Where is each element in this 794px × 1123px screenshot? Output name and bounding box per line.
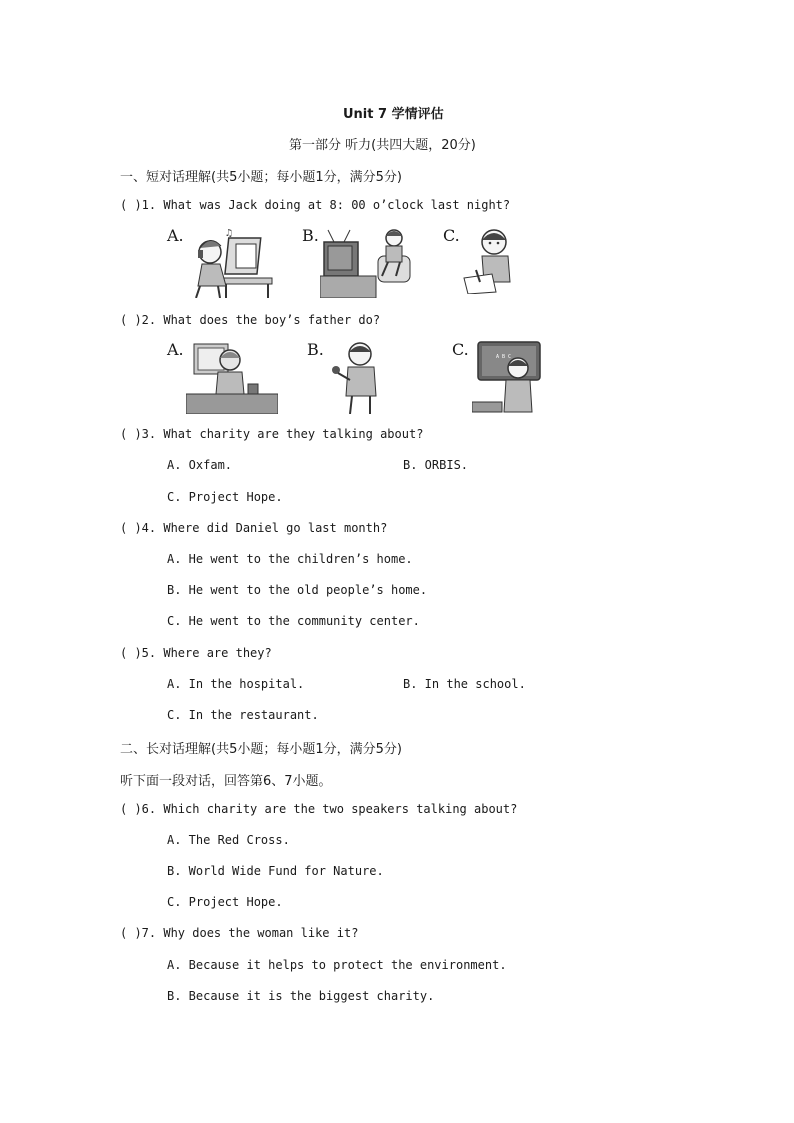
- question-5-stem: ( )5. Where are they?: [120, 646, 272, 660]
- q7-option-b: B. Because it is the biggest charity.: [167, 989, 435, 1003]
- q1-option-b-label: B.: [302, 226, 319, 245]
- boy-writing-icon: [462, 226, 514, 294]
- q3-option-c: C. Project Hope.: [167, 490, 283, 504]
- q2-option-b-label: B.: [307, 340, 324, 359]
- q5-option-b: B. In the school.: [403, 677, 526, 691]
- question-4-stem: ( )4. Where did Daniel go last month?: [120, 521, 388, 535]
- part-heading: 第一部分 听力(共四大题，20分): [289, 138, 476, 153]
- q5-option-a: A. In the hospital.: [167, 677, 305, 691]
- section-2-heading: 二、长对话理解(共5小题；每小题1分，满分5分): [120, 742, 402, 757]
- q6-option-b: B. World Wide Fund for Nature.: [167, 864, 384, 878]
- q1-option-a-label: A.: [167, 226, 184, 245]
- reporter-microphone-icon: [330, 340, 378, 414]
- boy-watching-tv-icon: [320, 226, 412, 298]
- office-worker-icon: [186, 340, 278, 414]
- svg-text:A B C: A B C: [496, 354, 512, 360]
- question-1-stem: ( )1. What was Jack doing at 8: 00 o’clock last night?: [120, 198, 511, 212]
- question-6-stem: ( )6. Which charity are the two speakers talking about?: [120, 802, 518, 816]
- svg-text:♫: ♫: [226, 228, 233, 239]
- q4-option-b: B. He went to the old people’s home.: [167, 583, 428, 597]
- q1-option-c-label: C.: [443, 226, 460, 245]
- question-2-stem: ( )2. What does the boy’s father do?: [120, 313, 381, 327]
- q6-option-a: A. The Red Cross.: [167, 833, 290, 847]
- q4-option-a: A. He went to the children’s home.: [167, 552, 413, 566]
- q6-option-c: C. Project Hope.: [167, 895, 283, 909]
- q2-option-c-label: C.: [452, 340, 469, 359]
- boy-listening-computer-icon: [190, 226, 275, 298]
- question-3-stem: ( )3. What charity are they talking about?: [120, 427, 424, 441]
- teacher-blackboard-icon: [472, 340, 544, 414]
- q2-option-a-label: A.: [167, 340, 184, 359]
- q3-option-a: A. Oxfam.: [167, 458, 233, 472]
- q4-option-c: C. He went to the community center.: [167, 614, 420, 628]
- q7-option-a: A. Because it helps to protect the environment.: [167, 958, 507, 972]
- q5-option-c: C. In the restaurant.: [167, 708, 319, 722]
- page-title: Unit 7 学情评估: [343, 107, 444, 122]
- q3-option-b: B. ORBIS.: [403, 458, 469, 472]
- question-7-stem: ( )7. Why does the woman like it?: [120, 926, 359, 940]
- section-1-heading: 一、短对话理解(共5小题；每小题1分，满分5分): [120, 170, 402, 185]
- section-2-instruction: 听下面一段对话，回答第6、7小题。: [120, 774, 332, 789]
